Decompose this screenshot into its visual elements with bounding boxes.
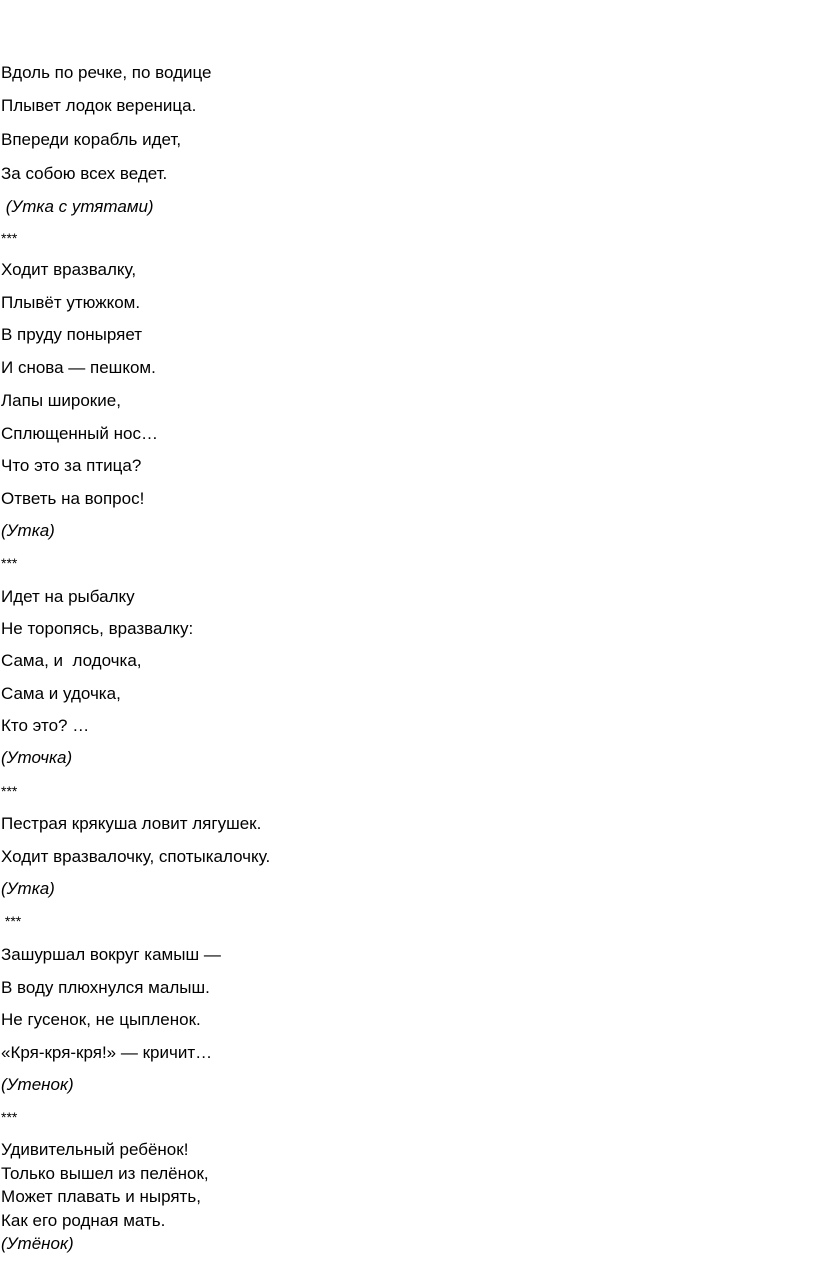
separator: *** bbox=[1, 555, 18, 571]
separator: *** bbox=[1, 1109, 18, 1125]
poem-line: Что это за птица? bbox=[1, 456, 142, 475]
poem-line: Ответь на вопрос! bbox=[1, 489, 145, 508]
poem-line: Как его родная мать. bbox=[1, 1210, 166, 1230]
riddle-answer: (Уточка) bbox=[1, 748, 73, 767]
poem-line: Лапы широкие, bbox=[1, 391, 121, 410]
riddle-answer: (Утка с утятами) bbox=[1, 197, 154, 216]
poem-line: Впереди корабль идет, bbox=[1, 130, 182, 149]
poem-line: Зашуршал вокруг камыш — bbox=[1, 945, 221, 964]
poem-line: Ходит вразвалочку, спотыкалочку. bbox=[1, 847, 271, 866]
poem-line: Кто это? … bbox=[1, 716, 90, 735]
riddle-answer: (Утёнок) bbox=[1, 1234, 74, 1253]
poem-line: За собою всех ведет. bbox=[1, 164, 168, 183]
riddle-answer: (Утка) bbox=[1, 521, 55, 540]
poem-line: В пруду поныряет bbox=[1, 325, 143, 344]
poem-line: Плывет лодок вереница. bbox=[1, 96, 197, 115]
separator: *** bbox=[1, 913, 22, 929]
poem-line: И снова — пешком. bbox=[1, 358, 156, 377]
poem-line: Идет на рыбалку bbox=[1, 587, 135, 606]
poem-block bbox=[1, 1138, 209, 1256]
poem-line: Не торопясь, вразвалку: bbox=[1, 619, 194, 638]
poem-line: Сама, и лодочка, bbox=[1, 651, 142, 670]
poem-line: Плывёт утюжком. bbox=[1, 293, 141, 312]
poem-line: В воду плюхнулся малыш. bbox=[1, 978, 210, 997]
poem-line: Вдоль по речке, по водице bbox=[1, 63, 212, 82]
poem-line: Не гусенок, не цыпленок. bbox=[1, 1010, 201, 1029]
riddle-answer: (Утенок) bbox=[1, 1075, 74, 1094]
poem-line: Пестрая крякуша ловит лягушек. bbox=[1, 814, 262, 833]
poem-line: «Кря-кря-кря!» — кричит… bbox=[1, 1043, 213, 1062]
poem-line: Сама и удочка, bbox=[1, 684, 121, 703]
poem-line: Может плавать и нырять, bbox=[1, 1187, 201, 1206]
separator: *** bbox=[1, 783, 18, 799]
poem-line: Сплющенный нос… bbox=[1, 424, 158, 443]
riddle-answer: (Утка) bbox=[1, 879, 55, 898]
poem-line: Удивительный ребёнок! bbox=[1, 1140, 189, 1159]
poem-line: Ходит вразвалку, bbox=[1, 260, 137, 279]
poem-line: Только вышел из пелёнок, bbox=[1, 1163, 209, 1183]
separator: *** bbox=[1, 230, 18, 246]
